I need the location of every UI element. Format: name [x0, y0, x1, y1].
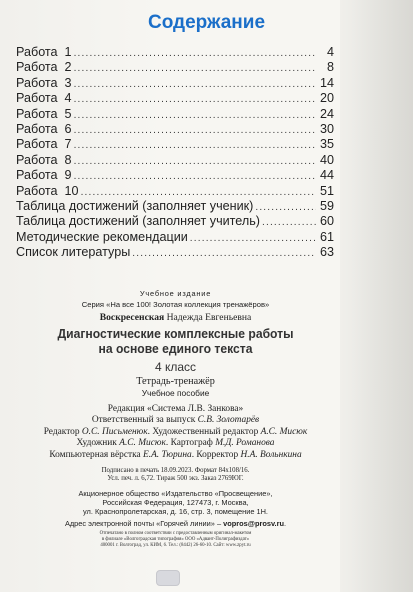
author-surname: Воскресенская: [99, 312, 165, 323]
credit-label: Компьютерная вёрстка: [49, 449, 143, 460]
credit-name: Е.А. Тюрина: [143, 449, 192, 460]
toc-item-label: Работа 4: [16, 91, 72, 106]
credit-line: [14, 450, 337, 461]
printer-line: 400001 г. Волгоград, ул. КИМ, 6. Тел.: (8442) 26-60-10. Сайт: www.zpyt.ru: [100, 543, 251, 549]
printer-info: [14, 531, 337, 549]
toc-item: [16, 91, 334, 106]
toc-item-page: 60: [319, 214, 334, 229]
toc-item-label: Работа 1: [16, 45, 72, 59]
toc-item: [16, 137, 334, 152]
printer-line: Отпечатано в полном соответствии с предоставленным оригинал-макетом: [99, 531, 252, 537]
print-line: Усл. печ. л. 6,72. Тираж 500 экз. Заказ 2769ЮГ.: [107, 475, 244, 483]
credit-line: [14, 427, 337, 438]
credits: [14, 404, 337, 461]
toc-item-page: 30: [319, 121, 334, 136]
toc-leader-dots: [262, 215, 316, 230]
toc-item-label: Работа 6: [16, 121, 72, 136]
book-kind: Учебное пособие: [141, 388, 210, 398]
edition-type: Учебное издание: [139, 289, 212, 298]
toc-leader-dots: [74, 92, 316, 107]
toc-item-page: 44: [319, 168, 334, 183]
email-end: .: [284, 519, 287, 529]
author-name: Надежда Евгеньевна: [164, 312, 252, 323]
publisher-line: Акционерное общество «Издательство «Просвещение»,: [78, 488, 273, 498]
toc-item: [16, 107, 334, 122]
toc-leader-dots: [74, 123, 316, 138]
credit-label: Художник: [76, 438, 120, 449]
imprint-block: [14, 289, 337, 549]
toc-item-label: Работа 9: [16, 168, 72, 183]
toc-item: [16, 76, 334, 91]
email-address: vopros@prosv.ru: [223, 519, 284, 529]
toc-item-page: 51: [319, 183, 334, 198]
publisher-info: [14, 489, 337, 517]
toc-item: [16, 168, 334, 183]
book-title-line: на основе единого текста: [98, 341, 253, 356]
credit-name: С.В. Золотарёв: [197, 415, 260, 426]
credit-label: . Картограф: [165, 438, 216, 449]
print-line: Подписано в печать 18.09.2023. Формат 84х108/16.: [101, 467, 250, 475]
toc-item-page: 59: [319, 198, 334, 213]
toc-item: [16, 45, 334, 60]
toc-leader-dots: [74, 46, 316, 61]
email-label: Адрес электронной почты «Горячей линии» –: [64, 519, 224, 529]
credit-name: М.Д. Романова: [215, 438, 275, 449]
toc-item-label: Работа 8: [16, 152, 72, 167]
hotline-email: [14, 519, 337, 528]
toc-item-label: Работа 7: [16, 137, 72, 152]
printer-line: в филиале «Волгоградская типография» ООО «Адвант-Полиграфиздат»: [101, 537, 250, 543]
toc-item: [16, 60, 334, 75]
book-title-line: Диагностические комплексные работы: [57, 326, 294, 341]
editorial-office: Редакция «Система Л.В. Занкова»: [107, 404, 244, 414]
toc-item-page: 63: [319, 245, 334, 260]
toc-leader-dots: [74, 77, 316, 92]
toc-item-page: 24: [319, 106, 334, 121]
toc-leader-dots: [81, 185, 316, 200]
toc-item-label: Работа 2: [16, 60, 72, 75]
toc-item-page: 40: [319, 152, 334, 167]
toc-item: [16, 245, 334, 260]
table-of-contents: [16, 45, 334, 260]
credit-line: [14, 438, 337, 449]
publisher-line: Российская Федерация, 127473, г. Москва,: [102, 498, 249, 508]
book-title: [27, 326, 324, 356]
toc-item-page: 35: [319, 137, 334, 152]
credit-label: Редактор: [43, 426, 82, 437]
author: [14, 312, 337, 323]
toc-item: [16, 230, 334, 245]
toc-leader-dots: [74, 154, 316, 169]
toc-item-label: Работа 10: [16, 183, 79, 198]
toc-item-page: 20: [319, 91, 334, 106]
toc-item-label: Таблица достижений (заполняет учитель): [16, 214, 260, 229]
book-type: Тетрадь-тренажёр: [136, 376, 215, 387]
toc-leader-dots: [190, 231, 316, 246]
toc-leader-dots: [132, 246, 316, 261]
toc-item-page: 61: [319, 229, 334, 244]
toc-leader-dots: [255, 200, 316, 215]
toc-item-page: 14: [319, 75, 334, 90]
toc-item-page: 4: [326, 45, 334, 59]
credit-label: . Художественный редактор: [147, 426, 261, 437]
credit-label: . Корректор: [191, 449, 241, 460]
credit-line: [14, 415, 337, 426]
toc-item: [16, 153, 334, 168]
credit-name: О.С. Письменюк: [81, 426, 148, 437]
toc-item-label: Работа 5: [16, 106, 72, 121]
publisher-line: ул. Краснопролетарская, д. 16, стр. 3, помещение 1Н.: [83, 507, 268, 517]
credit-name: А.С. Мисюк: [119, 438, 166, 449]
toc-item-label: Работа 3: [16, 75, 72, 90]
toc-leader-dots: [74, 61, 316, 76]
toc-item: [16, 122, 334, 137]
toc-item: [16, 199, 334, 214]
toc-leader-dots: [74, 169, 316, 184]
page-number-tab: [156, 570, 180, 586]
toc-item-label: Список литературы: [16, 245, 131, 260]
toc-item-page: 8: [326, 60, 334, 75]
credit-label: Ответственный за выпуск: [91, 415, 198, 426]
page-bleed-edge: [340, 0, 413, 592]
credit-name: А.С. Мисюк: [260, 426, 308, 437]
toc-leader-dots: [74, 138, 316, 153]
toc-item: [16, 184, 334, 199]
print-details: [14, 467, 337, 484]
series-name: Серия «На все 100! Золотая коллекция тренажёров»: [81, 300, 270, 309]
toc-item-label: Таблица достижений (заполняет ученик): [16, 198, 254, 213]
toc-item-label: Методические рекомендации: [16, 229, 188, 244]
credit-name: Н.А. Вольнкина: [240, 449, 302, 460]
toc-item: [16, 214, 334, 229]
grade: 4 класс: [154, 360, 197, 374]
toc-leader-dots: [74, 108, 316, 123]
page-title: Содержание: [147, 12, 266, 33]
